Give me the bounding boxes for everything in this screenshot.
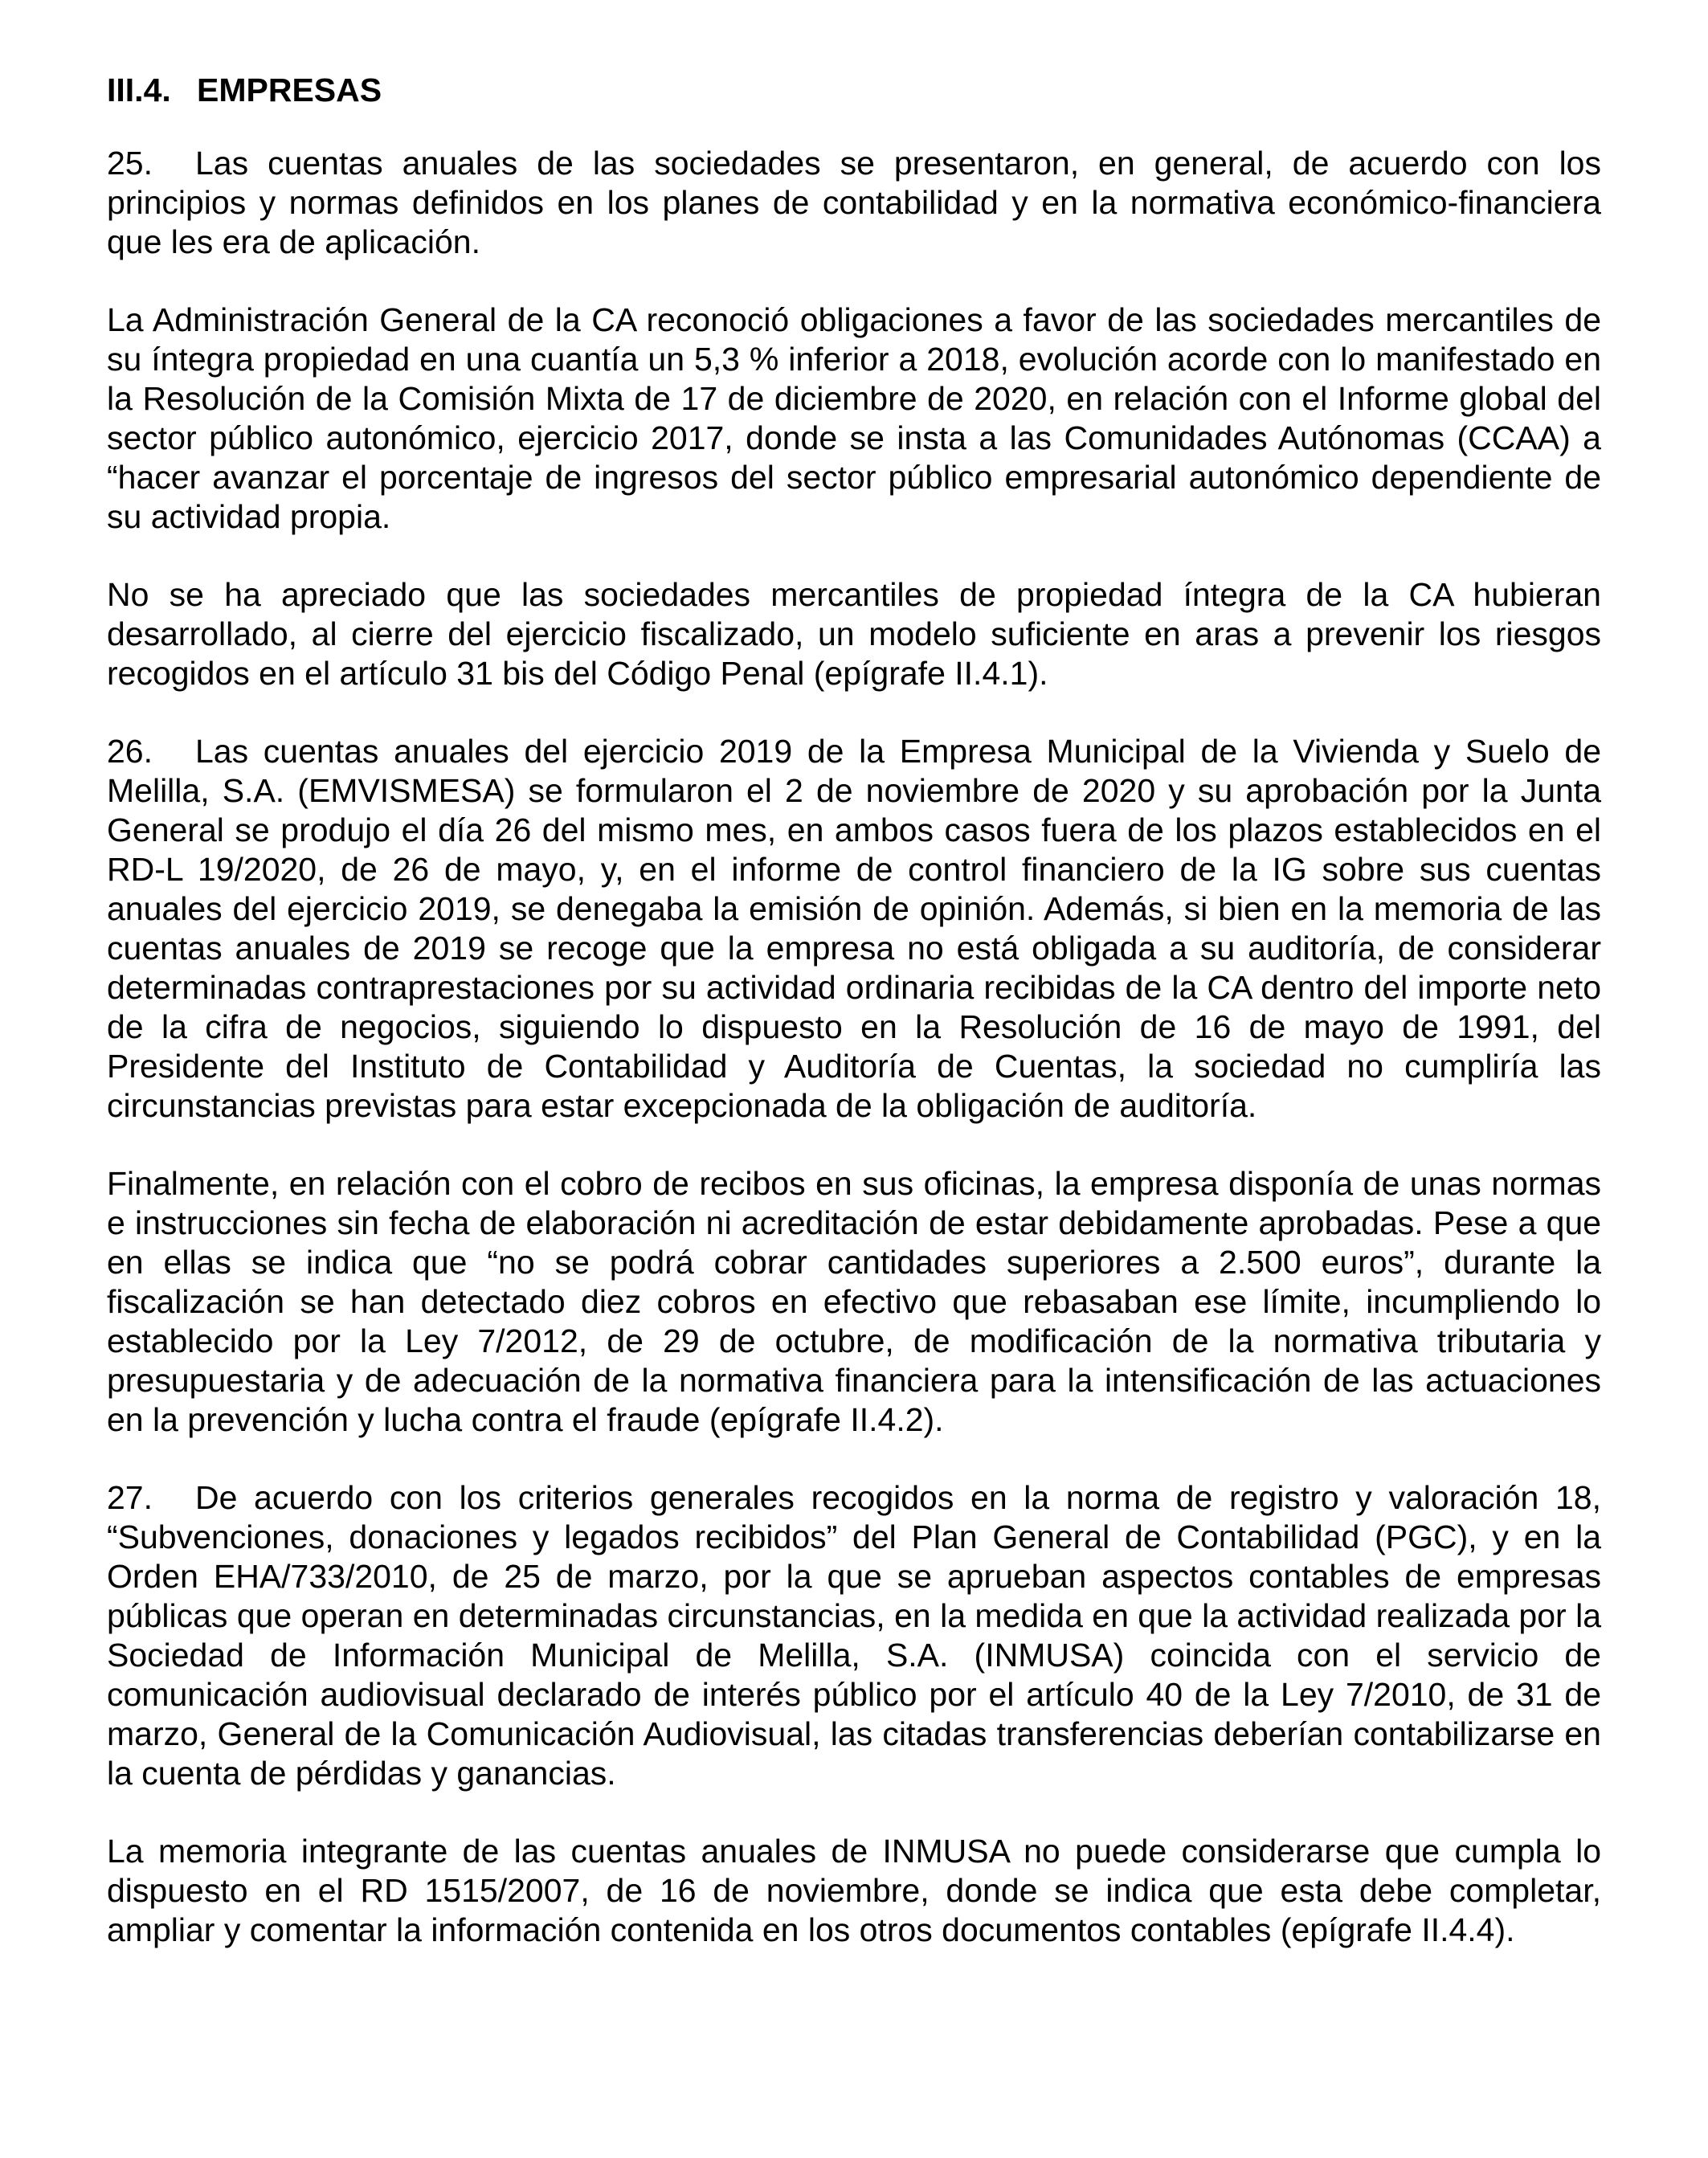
paragraph-text: Las cuentas anuales del ejercicio 2019 de la Empresa Municipal de la Vivienda y Suelo de Melilla, S.A. (EMVISMESA) se formularon el 2 de noviembre de 2020 y su aprobación por la Junta General se produjo el día 26 del mismo mes, en ambos casos fuera de los plazos establecidos en el RD-L 19/2020, de 26 de mayo, y, en el informe de control financiero de la IG sobre sus cuentas anuales del ejercicio 2019, se denegaba la emisión de opinión. Además, si bien en la memoria de las cuentas anuales de 2019 se recoge que la empresa no está obligada a su auditoría, de considerar determinadas contraprestaciones por su actividad ordinaria recibidas de la CA dentro del importe neto de la cifra de negocios, siguiendo lo dispuesto en la Resolución de 16 de mayo de 1991, del Presidente del Instituto de Contabilidad y Auditoría de Cuentas, la sociedad no cumpliría las circunstancias previstas para estar excepcionada de la obligación de auditoría. <box>107 733 1601 1124</box>
paragraph-text: Finalmente, en relación con el cobro de recibos en sus oficinas, la empresa disponía de unas normas e instrucciones sin fecha de elaboración ni acreditación de estar debidamente aprobadas. Pese a que en ellas se indica que “no se podrá cobrar cantidades superiores a 2.500 euros”, durante la fiscalización se han detectado diez cobros en efectivo que rebasaban ese límite, incumpliendo lo establecido por la Ley 7/2012, de 29 de octubre, de modificación de la normativa tributaria y presupuestaria y de adecuación de la normativa financiera para la intensificación de las actuaciones en la prevención y lucha contra el fraude (epígrafe II.4.2). <box>107 1165 1601 1438</box>
paragraph-text: Las cuentas anuales de las sociedades se presentaron, en general, de acuerdo con los principios y normas definidos en los planes de contabilidad y en la normativa económico-financiera que les era de aplicación. <box>107 145 1601 260</box>
paragraph-number: 26. <box>107 733 153 770</box>
paragraph <box>107 1164 1601 1440</box>
paragraph-number: 25. <box>107 145 153 182</box>
paragraph-text: No se ha apreciado que las sociedades mercantiles de propiedad íntegra de la CA hubieran desarrollado, al cierre del ejercicio fiscalizado, un modelo suficiente en aras a prevenir los riesgos recogidos en el artículo 31 bis del Código Penal (epígrafe II.4.1). <box>107 576 1601 692</box>
paragraph-27 <box>107 1478 1601 1793</box>
paragraph-25 <box>107 144 1601 262</box>
paragraph-text: La memoria integrante de las cuentas anuales de INMUSA no puede considerarse que cumpla lo dispuesto en el RD 1515/2007, de 16 de noviembre, donde se indica que esta debe completar, ampliar y comentar la información contenida en los otros documentos contables (epígrafe II.4.4). <box>107 1833 1601 1948</box>
paragraph-26 <box>107 732 1601 1126</box>
section-heading <box>107 71 1601 110</box>
paragraph-number: 27. <box>107 1479 153 1516</box>
paragraph <box>107 1832 1601 1950</box>
paragraph-text: La Administración General de la CA reconoció obligaciones a favor de las sociedades mercantiles de su íntegra propiedad en una cuantía un 5,3 % inferior a 2018, evolución acorde con lo manifestado en la Resolución de la Comisión Mixta de 17 de diciembre de 2020, en relación con el Informe global del sector público autonómico, ejercicio 2017, donde se insta a las Comunidades Autónomas (CCAA) a “hacer avanzar el porcentaje de ingresos del sector público empresarial autonómico dependiente de su actividad propia. <box>107 301 1601 535</box>
section-title: EMPRESAS <box>197 72 382 108</box>
paragraph-text: De acuerdo con los criterios generales recogidos en la norma de registro y valoración 18, “Subvenciones, donaciones y legados recibidos” del Plan General de Contabilidad (PGC), y en la Orden EHA/733/2010, de 25 de marzo, por la que se aprueban aspectos contables de empresas públicas que operan en determinadas circunstancias, en la medida en que la actividad realizada por la Sociedad de Información Municipal de Melilla, S.A. (INMUSA) coincida con el servicio de comunicación audiovisual declarado de interés público por el artículo 40 de la Ley 7/2010, de 31 de marzo, General de la Comunicación Audiovisual, las citadas transferencias deberían contabilizarse en la cuenta de pérdidas y ganancias. <box>107 1479 1601 1792</box>
section-number: III.4. <box>107 72 171 108</box>
document-page <box>107 71 1601 1988</box>
paragraph <box>107 575 1601 693</box>
paragraph <box>107 300 1601 537</box>
